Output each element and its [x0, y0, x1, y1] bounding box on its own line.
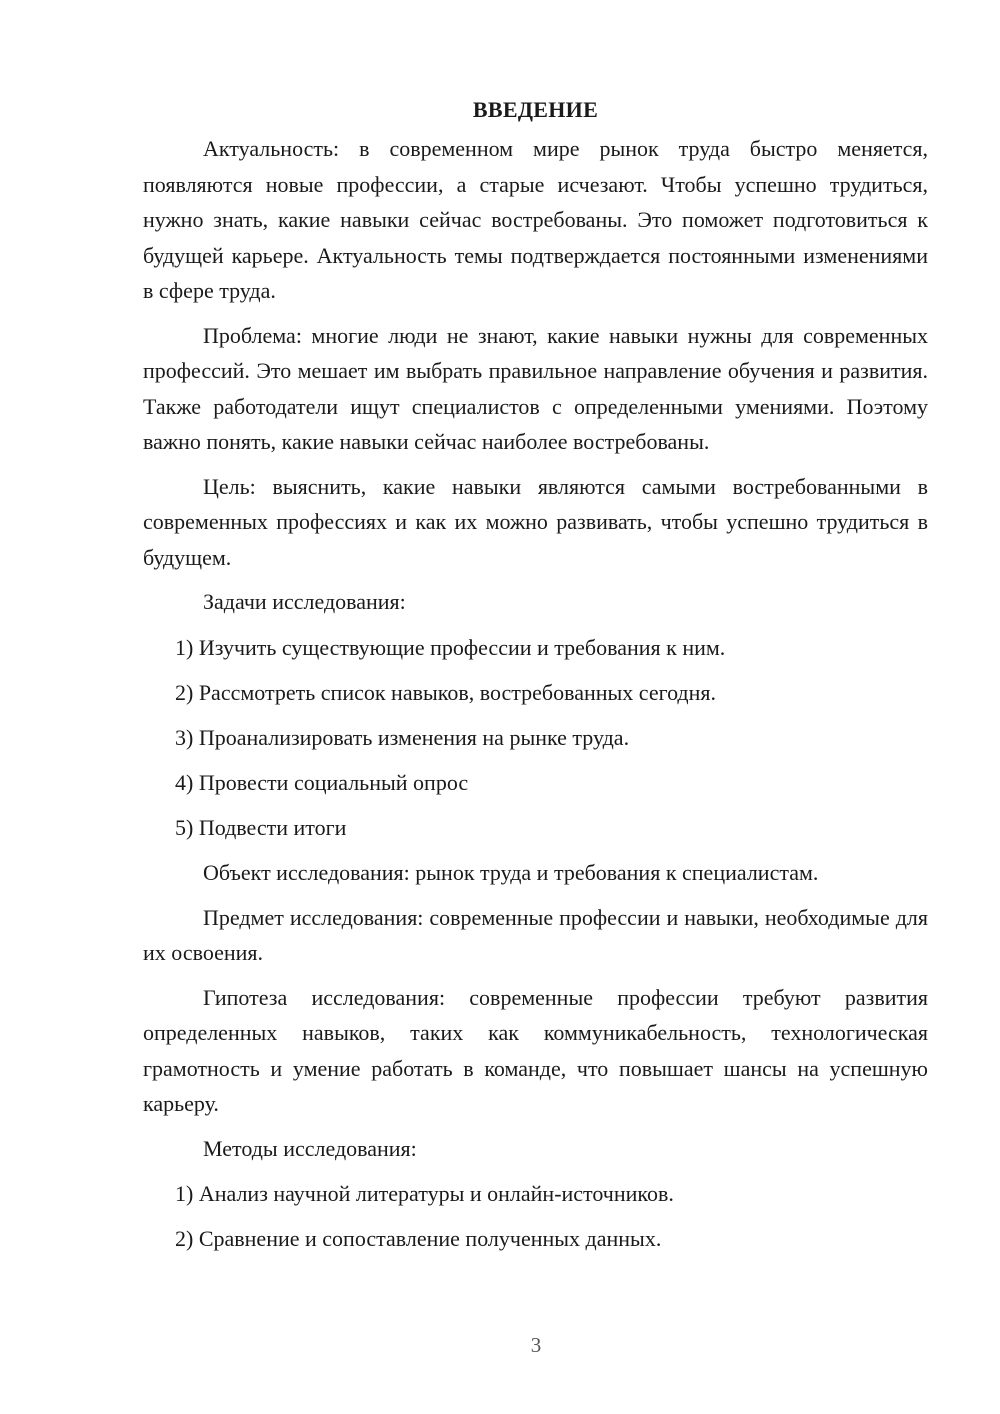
tasks-heading: Задачи исследования: [203, 589, 406, 614]
list-item: 2) Сравнение и сопоставление полученных данных. [175, 1226, 662, 1251]
document-page [143, 92, 928, 1267]
list-item: 1) Изучить существующие профессии и требования к ним. [175, 634, 726, 660]
page-title: ВВЕДЕНИЕ [472, 97, 599, 122]
object-paragraph: Объект исследования: рынок труда и требования к специалистам. [203, 860, 819, 885]
goal-paragraph: Цель: выяснить, какие навыки являются самыми востребованными в современных профессиях и как их можно развивать, чтобы успешно трудиться в будущем. [143, 473, 928, 570]
hypothesis-paragraph: Гипотеза исследования: современные профессии требуют развития определенных навыков, таких как коммуникабельность, технологическая грамотность и умение работать в команде, что повышает шансы на успешную карьеру. [143, 984, 928, 1116]
list-item: 1) Анализ научной литературы и онлайн-источников. [175, 1181, 674, 1206]
list-item: 4) Провести социальный опрос [175, 769, 469, 795]
methods-heading: Методы исследования: [203, 1135, 417, 1161]
subject-paragraph: Предмет исследования: современные профессии и навыки, необходимые для их освоения. [143, 904, 928, 965]
methods-list [143, 1176, 928, 1257]
relevance-paragraph: Актуальность: в современном мире рынок труда быстро меняется, появляются новые профессии, а старые исчезают. Чтобы успешно трудиться, нужно знать, какие навыки сейчас востребованы. Это поможет подготовиться к будущей карьере. Актуальность темы подтверждается постоянными изменениями в сфере труда. [143, 136, 928, 303]
list-item: 2) Рассмотреть список навыков, востребованных сегодня. [175, 679, 717, 705]
list-item: 3) Проанализировать изменения на рынке труда. [175, 724, 630, 750]
list-item: 5) Подвести итоги [175, 814, 347, 840]
tasks-list [143, 630, 928, 846]
problem-paragraph: Проблема: многие люди не знают, какие навыки нужны для современных профессий. Это мешает им выбрать правильное направление обучения и развития. Также работодатели ищут специалистов с определенными умениями. Поэтому важно понять, какие навыки сейчас наиболее востребованы. [143, 322, 928, 454]
page-number: 3 [530, 1333, 542, 1357]
